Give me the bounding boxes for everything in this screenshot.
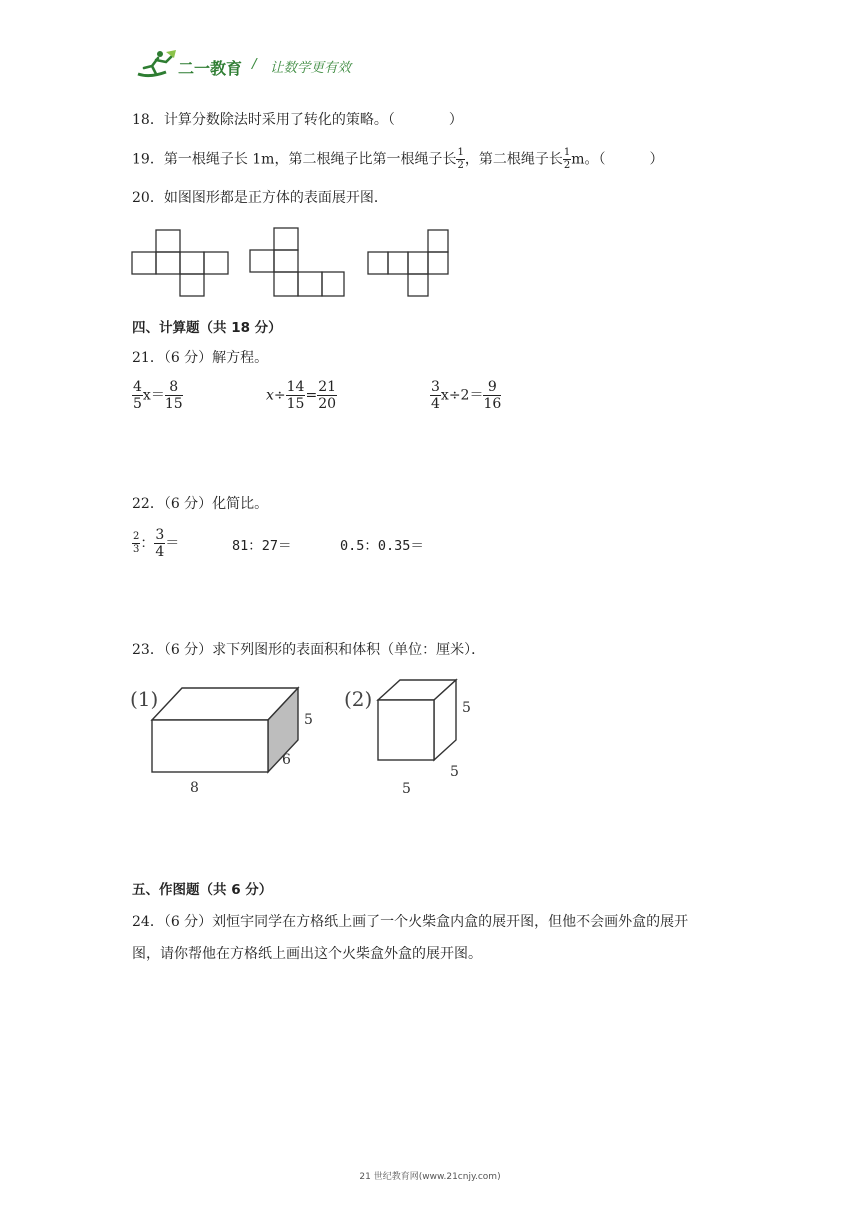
fraction-numerator: 14 xyxy=(286,379,305,395)
cube-depth-label: 5 xyxy=(450,764,459,780)
equals-sign: ＝ xyxy=(165,535,180,552)
cube-net-3 xyxy=(368,230,448,296)
page-footer: 21 世纪教育网(www.21cnjy.com) xyxy=(359,1172,501,1182)
figure-2-label: (2) xyxy=(344,687,373,711)
cube-net-2 xyxy=(250,228,344,296)
equation-2 xyxy=(266,380,337,411)
question-18-close: ） xyxy=(448,112,463,128)
cuboid-height-label: 5 xyxy=(304,712,313,728)
cube-figure xyxy=(342,676,482,802)
figure-1-label: (1) xyxy=(130,687,159,711)
fraction-numerator: 4 xyxy=(133,379,142,395)
cube-width-label: 5 xyxy=(402,781,411,797)
fraction-numerator: 21 xyxy=(318,379,337,395)
fraction xyxy=(132,380,143,411)
fraction-denominator: 4 xyxy=(155,544,165,560)
fraction xyxy=(286,380,306,411)
equation-text: x＝ xyxy=(142,387,165,404)
question-22: 22．（6 分）化简比。 xyxy=(132,496,269,512)
fraction-numerator: 1 xyxy=(457,147,464,158)
fraction-denominator: 16 xyxy=(483,396,502,412)
cuboid-depth-label: 6 xyxy=(282,752,291,768)
fraction-denominator: 20 xyxy=(318,396,337,412)
question-24-line-1: 24．（6 分）刘恒宇同学在方格纸上画了一个火柴盒内盒的展开图，但他不会画外盒的展开 xyxy=(132,914,689,930)
logo-text: 二一教育 xyxy=(178,59,243,78)
fraction-denominator: 5 xyxy=(133,396,142,412)
fraction xyxy=(317,380,337,411)
slogan: 让数学更有效 xyxy=(270,60,351,76)
question-19-part3: m。（ xyxy=(571,151,606,168)
fraction-1-2 xyxy=(456,148,464,171)
section-5-title: 五、作图题（共 6 分） xyxy=(132,882,273,898)
cube-nets-figure xyxy=(128,224,458,304)
section-4-title: 四、计算题（共 18 分） xyxy=(132,320,282,336)
equation-3 xyxy=(430,380,501,411)
running-man-logo-icon xyxy=(136,48,180,80)
fraction-denominator: 15 xyxy=(286,396,305,412)
question-19-part1: 19．第一根绳子长 1m，第二根绳子比第一根绳子长 xyxy=(132,151,457,168)
fraction xyxy=(154,528,165,559)
logo-separator: / xyxy=(252,56,257,72)
ratio-3: 0.5：0.35＝ xyxy=(340,538,424,554)
equation-1 xyxy=(132,380,183,411)
cuboid-front-face xyxy=(152,720,268,772)
question-19-close: ） xyxy=(649,151,664,168)
question-21: 21．（6 分）解方程。 xyxy=(132,350,269,366)
fraction-denominator: 2 xyxy=(457,160,464,171)
fraction-1-2 xyxy=(563,148,571,171)
fraction-denominator: 15 xyxy=(164,396,183,412)
question-18 xyxy=(132,110,463,130)
question-24-line-2: 图，请你帮他在方格纸上画出这个火柴盒外盒的展开图。 xyxy=(132,946,482,962)
fraction-denominator: 2 xyxy=(563,160,571,171)
header-logo xyxy=(136,48,180,84)
fraction-numerator: 3 xyxy=(431,379,440,395)
cuboid-length-label: 8 xyxy=(190,780,199,796)
fraction-numerator: 1 xyxy=(563,147,571,158)
question-18-text: 18．计算分数除法时采用了转化的策略。（ xyxy=(132,112,395,128)
cube-front-face xyxy=(378,700,434,760)
fraction-numerator: 2 xyxy=(133,531,140,542)
question-20: 20．如图图形都是正方体的表面展开图． xyxy=(132,190,388,206)
question-19-part2: ，第二根绳子长 xyxy=(464,151,563,168)
fraction-denominator: 3 xyxy=(133,544,140,555)
fraction xyxy=(430,380,441,411)
fraction xyxy=(165,380,183,411)
question-19 xyxy=(132,148,663,171)
ratio-2: 81：27＝ xyxy=(232,538,292,554)
question-23: 23．（6 分）求下列图形的表面积和体积（单位：厘米）． xyxy=(132,642,486,658)
fraction-numerator: 8 xyxy=(165,380,183,396)
equation-text: x÷2＝ xyxy=(440,387,484,404)
equals-sign: = xyxy=(305,387,318,404)
variable-x: x xyxy=(266,387,274,404)
fraction-numerator: 9 xyxy=(483,380,501,396)
divide-sign: ÷ xyxy=(273,387,286,404)
ratio-colon: ： xyxy=(140,535,155,552)
cuboid-figure xyxy=(126,680,326,800)
cube-height-label: 5 xyxy=(462,700,471,716)
fraction-numerator: 3 xyxy=(155,527,165,543)
fraction-denominator: 4 xyxy=(431,396,440,412)
fraction xyxy=(483,380,501,411)
cube-net-1 xyxy=(132,230,228,296)
ratio-1 xyxy=(132,528,179,559)
